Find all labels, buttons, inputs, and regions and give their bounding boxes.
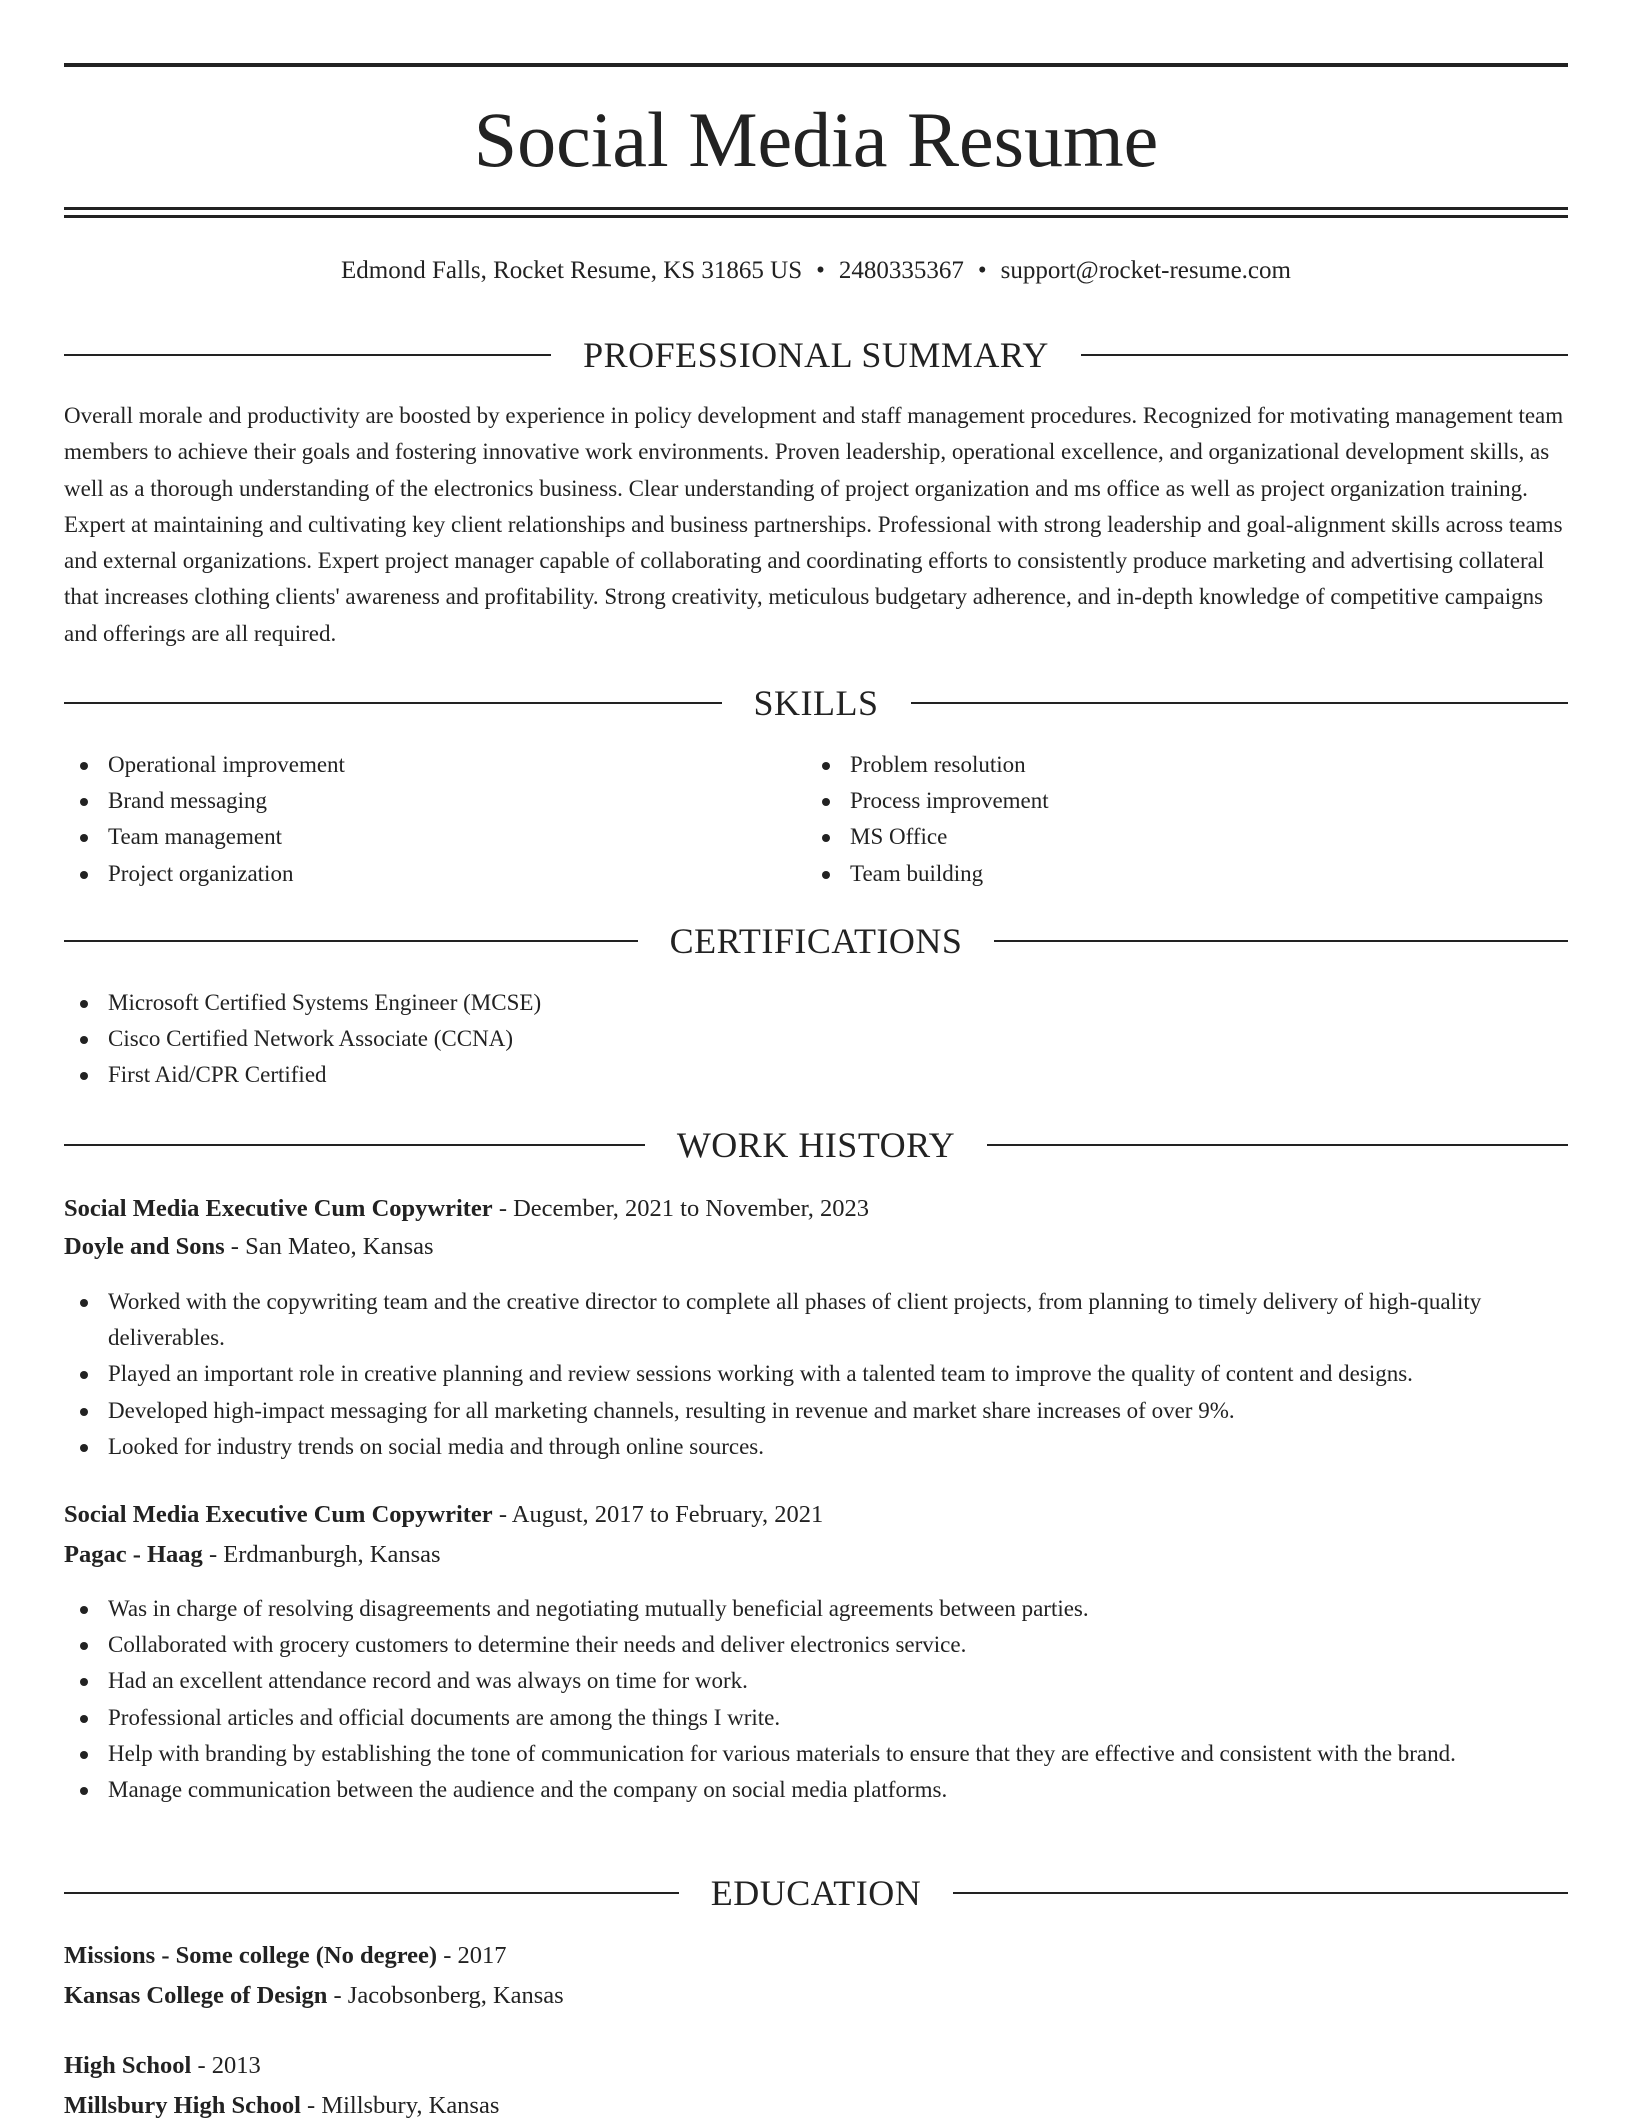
education-school: Millsbury High School [64, 2092, 301, 2119]
summary-text: Overall morale and productivity are boosted by experience in policy development and staff management procedures. Recognized for motivating management team members to achieve their goals and fostering innovative work environments. Proven leadership, operational excellence, and organizational development skills, as well as a thorough understanding of the electronics business. Clear understanding of project organization and ms office as well as project organization training. Expert at maintaining and cultivating key client relationships and business partnerships. Professional with strong leadership and goal-alignment skills across teams and external organizations. Expert project manager capable of collaborating and coordinating efforts to consistently produce marketing and advertising collateral that increases clothing clients' awareness and profitability. Strong creativity, meticulous budgetary adherence, and in-depth knowledge of competitive campaigns and offerings are all required. [64, 403, 1564, 646]
section-title: PROFESSIONAL SUMMARY [583, 335, 1049, 375]
heading-rule [64, 1144, 645, 1146]
education-school-line: Kansas College of Design - Jacobsonberg, Kansas [64, 1982, 564, 2009]
job-dates: August, 2017 to February, 2021 [511, 1501, 824, 1528]
job-location: San Mateo, Kansas [245, 1233, 434, 1260]
certifications-heading [64, 921, 1568, 961]
heading-rule [1081, 354, 1568, 356]
job-bullet: Collaborated with grocery customers to determine their needs and deliver electronics service. [64, 1627, 1568, 1663]
contact-email: support@rocket-resume.com [1000, 257, 1291, 284]
job-bullet: Worked with the copywriting team and the creative director to complete all phases of client projects, from planning to timely delivery of high-quality deliverables. [64, 1284, 1568, 1356]
heading-rule [994, 940, 1568, 942]
heading-rule [64, 1892, 679, 1894]
education-school: Kansas College of Design [64, 1982, 328, 2009]
heading-rule [953, 1892, 1568, 1894]
job-bullet: Manage communication between the audience and the company on social media platforms. [64, 1772, 1568, 1808]
skill-item: Team management [64, 819, 764, 855]
title-rule-lower [64, 215, 1568, 218]
certification-item: Cisco Certified Network Associate (CCNA) [64, 1021, 1568, 1057]
job-bullet: Looked for industry trends on social media and through online sources. [64, 1429, 1568, 1465]
section-title: CERTIFICATIONS [669, 921, 963, 961]
skill-item: MS Office [806, 819, 1506, 855]
job-bullet: Was in charge of resolving disagreements and negotiating mutually beneficial agreements between parties. [64, 1591, 1568, 1627]
certification-item: Microsoft Certified Systems Engineer (MCSE) [64, 985, 1568, 1021]
summary-heading [64, 335, 1568, 375]
job-location: Erdmanburgh, Kansas [223, 1541, 441, 1568]
job-bullet: Played an important role in creative planning and review sessions working with a talented team to improve the quality of content and designs. [64, 1356, 1568, 1392]
contact-separator: • [977, 257, 987, 284]
contact-line [64, 254, 1568, 288]
skill-item: Process improvement [806, 783, 1506, 819]
education-location: Millsbury, Kansas [321, 2092, 500, 2119]
heading-rule [987, 1144, 1568, 1146]
job-title-line: Social Media Executive Cum Copywriter - December, 2021 to November, 2023 [64, 1195, 870, 1222]
job-company: Doyle and Sons [64, 1233, 225, 1260]
heading-rule [911, 702, 1569, 704]
education-location: Jacobsonberg, Kansas [347, 1982, 564, 2009]
heading-rule [64, 940, 638, 942]
skill-item: Operational improvement [64, 747, 764, 783]
contact-phone: 2480335367 [838, 257, 964, 284]
job-company-line: Doyle and Sons - San Mateo, Kansas [64, 1233, 434, 1260]
education-degree-line: High School - 2013 [64, 2052, 261, 2079]
education-degree: High School [64, 2052, 192, 2079]
skills-list-left [64, 747, 764, 892]
title-rule-upper [64, 207, 1568, 210]
job-title: Social Media Executive Cum Copywriter [64, 1501, 493, 1528]
education-year: 2017 [457, 1942, 507, 1969]
contact-separator: • [816, 257, 825, 284]
skills-heading [64, 683, 1568, 723]
contact-address: Edmond Falls, Rocket Resume, KS 31865 US [341, 257, 803, 284]
certifications-list [64, 985, 1568, 1094]
job-bullet: Professional articles and official documents are among the things I write. [64, 1700, 1568, 1736]
job-bullet: Had an excellent attendance record and was always on time for work. [64, 1663, 1568, 1699]
heading-rule [64, 354, 551, 356]
job-title-line: Social Media Executive Cum Copywriter - August, 2017 to February, 2021 [64, 1501, 824, 1528]
certification-item: First Aid/CPR Certified [64, 1057, 1568, 1093]
education-heading [64, 1873, 1568, 1913]
job-bullet: Developed high-impact messaging for all marketing channels, resulting in revenue and market share increases of over 9%. [64, 1393, 1568, 1429]
job-company-line: Pagac - Haag - Erdmanburgh, Kansas [64, 1541, 441, 1568]
education-school-line: Millsbury High School - Millsbury, Kansas [64, 2092, 500, 2119]
skill-item: Team building [806, 856, 1506, 892]
job-title: Social Media Executive Cum Copywriter [64, 1195, 493, 1222]
skills-list-right [806, 747, 1506, 892]
education-year: 2013 [211, 2052, 261, 2079]
skill-item: Problem resolution [806, 747, 1506, 783]
top-rule [64, 63, 1568, 67]
skill-item: Project organization [64, 856, 764, 892]
job-bullets [64, 1284, 1568, 1465]
resume-title: Social Media Resume [473, 96, 1159, 183]
education-degree-line: Missions - Some college (No degree) - 2017 [64, 1942, 507, 1969]
skill-item: Brand messaging [64, 783, 764, 819]
heading-rule [64, 702, 722, 704]
section-title: SKILLS [753, 683, 879, 723]
job-bullets [64, 1591, 1568, 1808]
work-history-heading [64, 1125, 1568, 1165]
section-title: WORK HISTORY [676, 1125, 956, 1165]
job-dates: December, 2021 to November, 2023 [513, 1195, 870, 1222]
job-bullet: Help with branding by establishing the tone of communication for various materials to ensure that they are effective and consistent with the brand. [64, 1736, 1568, 1772]
job-company: Pagac - Haag [64, 1541, 203, 1568]
education-degree: Missions - Some college (No degree) [64, 1942, 438, 1969]
section-title: EDUCATION [710, 1873, 922, 1913]
